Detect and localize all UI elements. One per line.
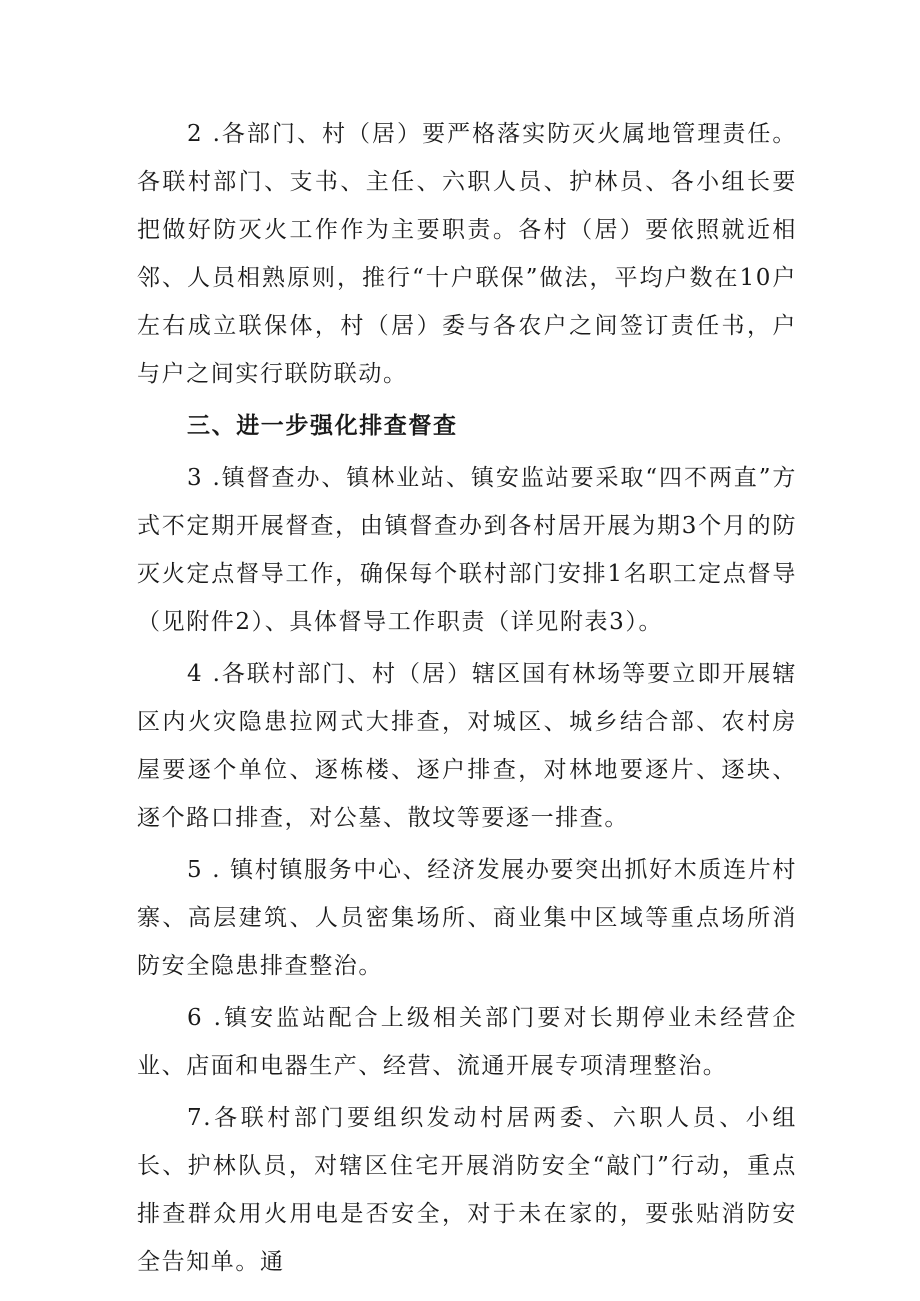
paragraph-item-2: 2 .各部门、村（居）要严格落实防灭火属地管理责任。各联村部门、支书、主任、六职人员、护林员、各小组长要把做好防灭火工作作为主要职责。各村（居）要依照就近相邻、人员相熟原则，推行“十户联保”做法，平均户数在10户左右成立联保体，村（居）委与各农户之间签订责任书，户与户之间实行联防联动。 xyxy=(137,121,797,387)
paragraph-item-7: 7.各联村部门要组织发动村居两委、六职人员、小组长、护林队员，对辖区住宅开展消防安全“敲门”行动，重点排查群众用火用电是否安全，对于未在家的，要张贴消防安全告知单。通 xyxy=(137,1105,797,1275)
document-body xyxy=(137,110,797,1290)
paragraph-item-3: 3 .镇督查办、镇林业站、镇安监站要采取“四不两直”方式不定期开展督查，由镇督查办到各村居开展为期3个月的防灭火定点督导工作，确保每个联村部门安排1名职工定点督导（见附件2）、具体督导工作职责（详见附表3）。 xyxy=(137,465,797,635)
section-heading-3: 三、进一步强化排查督查 xyxy=(187,413,458,439)
paragraph-item-4: 4 .各联村部门、村（居）辖区国有林场等要立即开展辖区内火灾隐患拉网式大排查，对城区、城乡结合部、农村房屋要逐个单位、逐栋楼、逐户排查，对林地要逐片、逐块、逐个路口排查，对公墓、散坟等要逐一排查。 xyxy=(137,661,797,831)
paragraph-item-6: 6 .镇安监站配合上级相关部门要对长期停业未经营企业、店面和电器生产、经营、流通开展专项清理整治。 xyxy=(137,1005,797,1079)
paragraph-item-5: 5 . 镇村镇服务中心、经济发展办要突出抓好木质连片村寨、高层建筑、人员密集场所、商业集中区域等重点场所消防安全隐患排查整治。 xyxy=(137,857,797,979)
